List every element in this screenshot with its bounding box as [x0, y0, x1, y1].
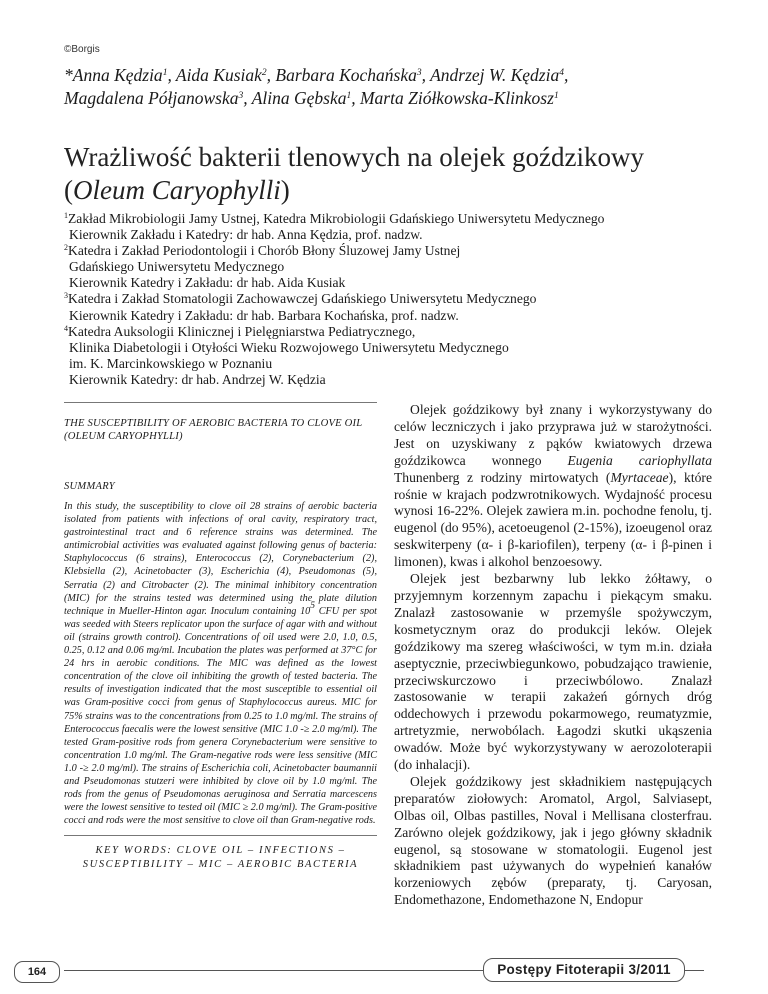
affiliation-line: $^1$Zakład Mikrobiologii Jamy Ustnej, Katedra Mikrobiologii Gdańskiego Uniwersytetu Medycznego — [64, 211, 605, 226]
author: *Anna Kędzia$^1$, — [64, 65, 176, 85]
title-latin-name: Oleum Caryophylli — [73, 175, 281, 205]
publisher-mark: ©Borgis — [64, 44, 100, 55]
english-title: THE SUSCEPTIBILITY OF AEROBIC BACTERIA TO CLOVE OIL (OLEUM CARYOPHYLLI) — [64, 418, 363, 442]
summary-heading: SUMMARY — [64, 481, 115, 492]
author: Magdalena Półjanowska$^3$, — [64, 88, 252, 108]
author: Marta Ziółkowska-Klinkosz$^1$ — [359, 88, 559, 108]
body-paragraph: Olejek goździkowy jest składnikiem następujących preparatów ziołowych: Aromatol, Argol, Salviasept, Olbas oil, Olbas pastilles, Noval i Mellisana closterfrau. Zarówno olejek goździkowy, jak i jego główny składnik eugenol, są stosowane w stomatologii. Eugenol jest składnikiem past używanych do wypełnień kanałów korzeniowych zębów (preparaty, tj. Caryosan, Endomethazone, Endomethazone N, Endopur — [394, 773, 712, 908]
section-divider — [64, 402, 377, 403]
affiliation-line: Klinika Diabetologii i Otyłości Wieku Rozwojowego Uniwersytetu Medycznego — [69, 339, 509, 355]
page-number: 164 — [14, 961, 60, 983]
journal-name: Postępy Fitoterapii 3/2011 — [483, 958, 685, 982]
title-line-1: Wrażliwość bakterii tlenowych na olejek goździkowy — [64, 142, 644, 172]
authors-block — [64, 64, 714, 110]
affiliation-line: $^3$Katedra i Zakład Stomatologii Zachowawczej Gdańskiego Uniwersytetu Medycznego — [64, 291, 537, 307]
summary-text: In this study, the susceptibility to clove oil 28 strains of aerobic bacteria isolated from patients with infections of oral cavity, respiratory tract, gastrointestinal tract and 6 reference strains was determined. The antimicrobial activities was evaluated against following genus of bacteria: Staphylococcus (6 strains), Enterococcus (2), Corynebacterium (2), Klebsiella (2), Acinetobacter (3), Escherichia (4), Pseudomonas (5), Serratia (2) and Citrobacter (2). The minimal inhibitory concentration (MIC) for the strains tested was determined using the plate dilution technique in Mueller-Hinton agar. Inoculum containing 105 CFU per spot was seeded with Steers replicator upon the surface of agar with and without oil (strains growth control). Concentrations of oil used were 2.0, 1.0, 0.5, 0.25, 0.12 and 0.06 mg/ml. Incubation the plates was performed at 37°C for 24 hrs in aerobic conditions. The MIC was defined as the lowest concentration of the clove oil inhibiting the growth of tested bacteria. The results of investigation indicated that the most susceptible to essential oil was Gram-positive cocci from genus of Staphylococcus aureus. MIC for 75% strains was to the concentrations from 0.25 to 1.0 mg/ml. The strains of Enterococcus faecalis were the lowest sensitive (MIC 1.0 -≥ 2.0 mg/ml). The tested Gram-positive rods from genera Corynebacterium were sensitive to concentration 1.0 mg/ml. The Gram-negative rods were less sensitive (MIC 1.0 -≥ 2.0 mg/ml). The strains of Escherichia coli, Acinetobacter baumannii and Pseudomonas stutzeri were inhibited by clove oil by 1.0 mg/ml. The rods from the genus of Pseudomonas aeruginosa and Serratia marcescens were the lowest sensitive to tested oil (MIC ≥ 2.0 mg/ml). The Gram-positive cocci and rods were the most sensitive to clove oil than Gram-negative rods. — [64, 501, 378, 827]
author: Alina Gębska$^1$, — [251, 88, 360, 108]
author: Barbara Kochańska$^3$, — [275, 65, 431, 85]
authors-line-1 — [64, 64, 714, 87]
affiliation-line: $^2$Katedra i Zakład Periodontologii i Chorób Błony Śluzowej Jamy Ustnej — [64, 243, 461, 259]
abstract-column — [64, 402, 377, 871]
affiliation-line: Kierownik Katedry i Zakładu: dr hab. Aida Kusiak — [69, 275, 346, 291]
article-title — [64, 141, 744, 207]
section-divider — [64, 835, 377, 836]
body-paragraph: Olejek jest bezbarwny lub lekko żółtawy, o przyjemnym korzennym zapachu i piekącym smaku. Znalazł zastosowanie w przemyśle spożywczym, kosmetycznym oraz do produkcji leków. Olejek goździkowy ma szereg właściwości, w tym m.in. działa aseptycznie, przeciwbiegunkowo, pobudzająco trawienie, przeciwskurczowo i przeciwbólowo. Znalazł zastosowanie w terapii zakażeń górnych dróg oddechowych i przewodu pokarmowego, reumatyzmie, artretyzmie, nerwobólach. Łagodzi skutki ukąszenia owadów. Może być wykorzystywany w aerozoloterapii (do inhalacji). — [394, 571, 712, 773]
affiliations — [64, 211, 744, 388]
affiliation-line: Kierownik Zakładu i Katedry: dr hab. Anna Kędzia, prof. nadzw. — [69, 227, 423, 243]
affiliation-line: im. K. Marcinkowskiego w Poznaniu — [69, 355, 273, 371]
body-column — [394, 402, 712, 909]
author: Aida Kusiak$^2$, — [175, 65, 276, 85]
authors-line-2 — [64, 87, 714, 110]
affiliation-line: Kierownik Katedry: dr hab. Andrzej W. Kędzia — [69, 371, 326, 387]
keywords: KEY WORDS: CLOVE OIL – INFECTIONS – SUSCEPTIBILITY – MIC – AEROBIC BACTERIA — [82, 845, 359, 870]
affiliation-line: Kierownik Katedry i Zakładu: dr hab. Barbara Kochańska, prof. nadzw. — [69, 307, 459, 323]
title-line-2: (Oleum Caryophylli) — [64, 175, 290, 205]
body-paragraph: Olejek goździkowy był znany i wykorzystywany do celów leczniczych i jako przyprawa już w starożytności. Jest on uzyskiwany z pąków kwiatowych drzewa goździkowca wonnego Eugenia cariophyllata Thunenberg z rodziny mirtowatych (Myrtaceae), które rośnie w krajach podzwrotnikowych. Wydajność procesu wynosi 16-22%. Olejek zawiera m.in. pochodne fenolu, tj. eugenol (do 95%), acetoeugenol (2-15%), izoeugenol oraz seskwiterpeny (α- i β-kariofilen), terpeny (α- i β-pinen i limonen), kwas i alkohol benzoesowy. — [394, 402, 712, 570]
affiliation-line: Gdańskiego Uniwersytetu Medycznego — [69, 259, 285, 275]
affiliation-line: $^4$Katedra Auksologii Klinicznej i Pielęgniarstwa Pediatrycznego, — [64, 323, 416, 339]
author: Andrzej W. Kędzia$^4$, — [430, 65, 569, 85]
